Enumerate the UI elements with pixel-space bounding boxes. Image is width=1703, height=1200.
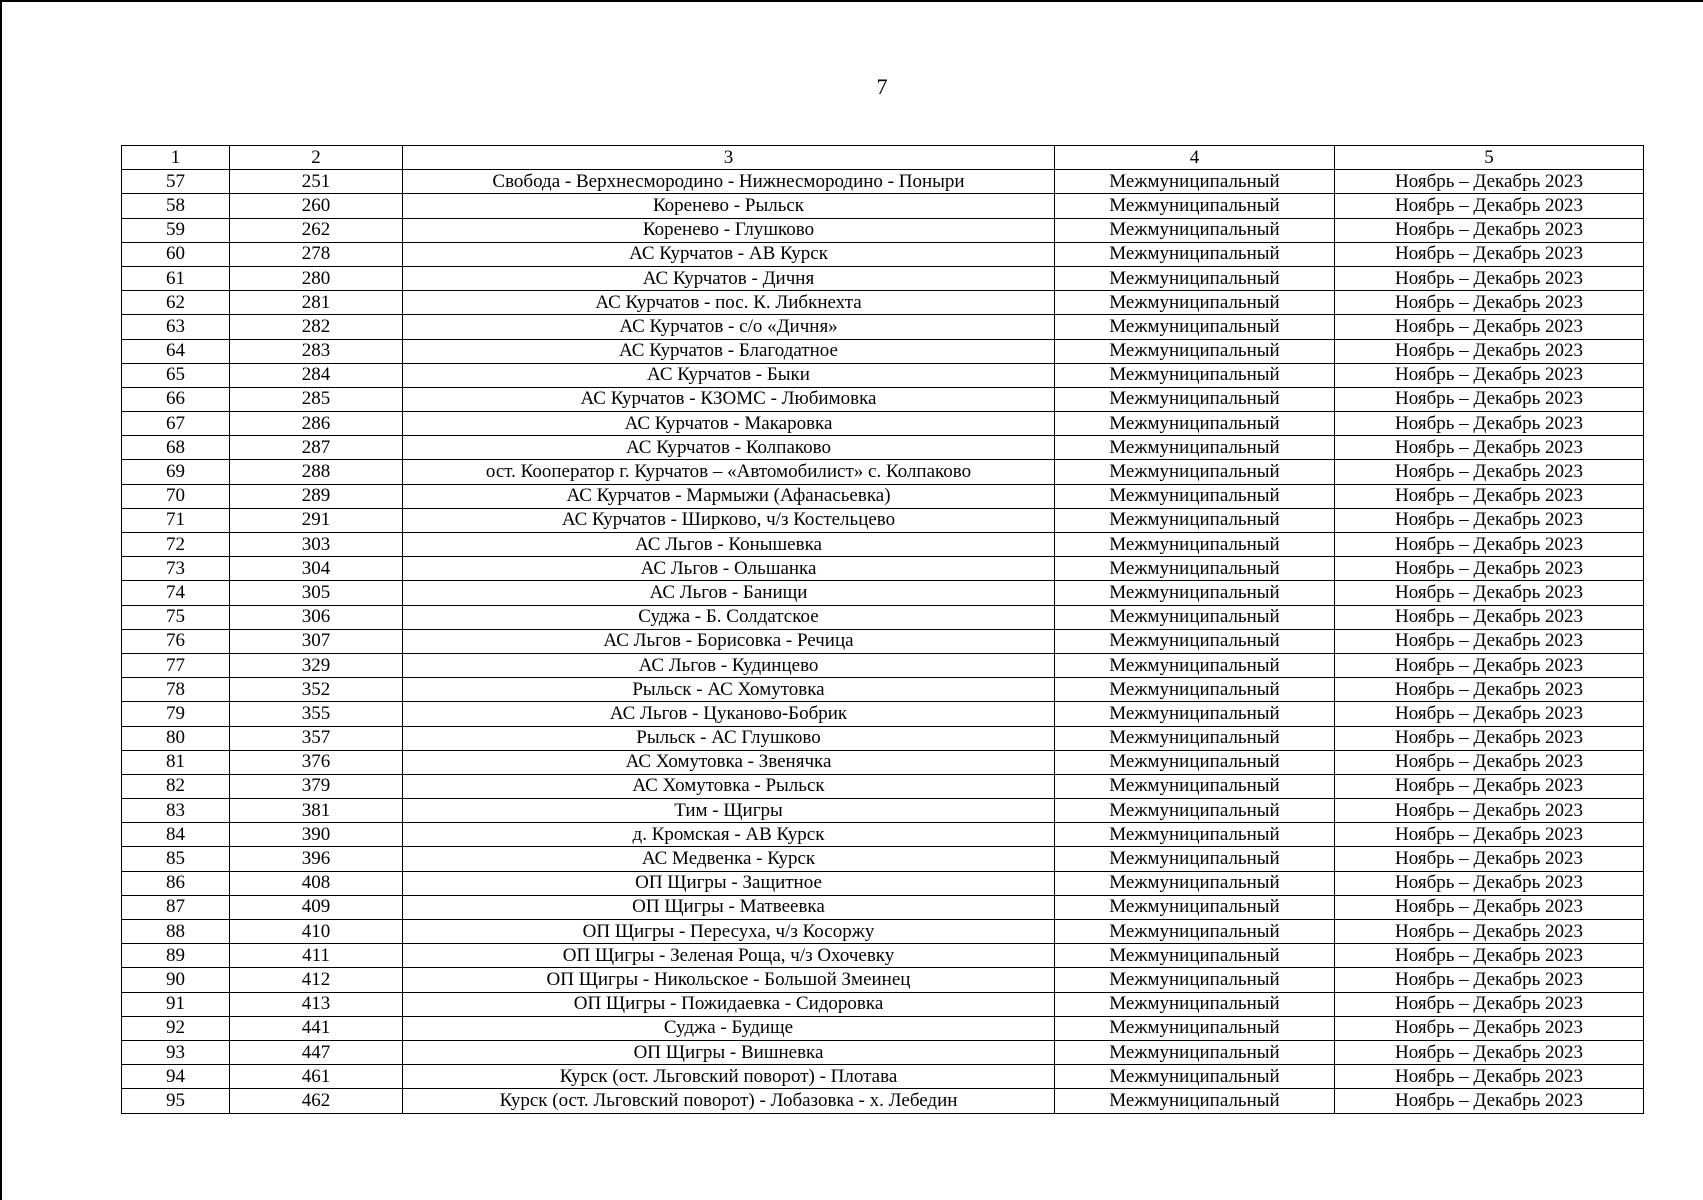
route-type-cell: Межмуниципальный xyxy=(1055,750,1335,774)
schedule-period-cell: Ноябрь – Декабрь 2023 xyxy=(1335,750,1644,774)
route-type-cell: Межмуниципальный xyxy=(1055,291,1335,315)
route-name-cell: д. Кромская - АВ Курск xyxy=(403,823,1055,847)
route-number-cell: 462 xyxy=(230,1089,403,1113)
route-number-cell: 376 xyxy=(230,750,403,774)
table-row xyxy=(122,992,1644,1016)
route-number-cell: 289 xyxy=(230,484,403,508)
route-name-cell: Курск (ост. Льговский поворот) - Плотава xyxy=(403,1065,1055,1089)
table-row xyxy=(122,920,1644,944)
row-number-cell: 64 xyxy=(122,339,230,363)
route-number-cell: 412 xyxy=(230,968,403,992)
row-number-cell: 91 xyxy=(122,992,230,1016)
table-row xyxy=(122,726,1644,750)
schedule-period-cell: Ноябрь – Декабрь 2023 xyxy=(1335,1065,1644,1089)
row-number-cell: 75 xyxy=(122,605,230,629)
schedule-period-cell: Ноябрь – Декабрь 2023 xyxy=(1335,847,1644,871)
route-name-cell: АС Курчатов - Колпаково xyxy=(403,436,1055,460)
route-number-cell: 357 xyxy=(230,726,403,750)
table-row xyxy=(122,315,1644,339)
schedule-period-cell: Ноябрь – Декабрь 2023 xyxy=(1335,774,1644,798)
schedule-period-cell: Ноябрь – Декабрь 2023 xyxy=(1335,605,1644,629)
row-number-cell: 92 xyxy=(122,1016,230,1040)
table-row xyxy=(122,968,1644,992)
route-type-cell: Межмуниципальный xyxy=(1055,653,1335,677)
row-number-cell: 60 xyxy=(122,242,230,266)
table-row xyxy=(122,266,1644,290)
route-type-cell: Межмуниципальный xyxy=(1055,460,1335,484)
route-number-cell: 284 xyxy=(230,363,403,387)
route-name-cell: АС Льгов - Борисовка - Речица xyxy=(403,629,1055,653)
route-type-cell: Межмуниципальный xyxy=(1055,1089,1335,1113)
route-name-cell: АС Льгов - Кудинцево xyxy=(403,653,1055,677)
route-type-cell: Межмуниципальный xyxy=(1055,533,1335,557)
table-row xyxy=(122,581,1644,605)
route-type-cell: Межмуниципальный xyxy=(1055,629,1335,653)
route-number-cell: 283 xyxy=(230,339,403,363)
route-name-cell: АС Льгов - Цуканово-Бобрик xyxy=(403,702,1055,726)
table-row xyxy=(122,291,1644,315)
page-number: 7 xyxy=(876,74,888,99)
column-header-5: 5 xyxy=(1335,146,1644,170)
schedule-period-cell: Ноябрь – Декабрь 2023 xyxy=(1335,1089,1644,1113)
route-type-cell: Межмуниципальный xyxy=(1055,605,1335,629)
schedule-period-cell: Ноябрь – Декабрь 2023 xyxy=(1335,363,1644,387)
route-name-cell: ОП Щигры - Никольское - Большой Змеинец xyxy=(403,968,1055,992)
route-name-cell: АС Курчатов - Благодатное xyxy=(403,339,1055,363)
route-name-cell: Суджа - Б. Солдатское xyxy=(403,605,1055,629)
table-row xyxy=(122,750,1644,774)
route-number-cell: 304 xyxy=(230,557,403,581)
row-number-cell: 76 xyxy=(122,629,230,653)
route-name-cell: Свобода - Верхнесмородино - Нижнесмородино - Поныри xyxy=(403,170,1055,194)
route-number-cell: 355 xyxy=(230,702,403,726)
route-name-cell: ОП Щигры - Пожидаевка - Сидоровка xyxy=(403,992,1055,1016)
route-name-cell: Курск (ост. Льговский поворот) - Лобазовка - х. Лебедин xyxy=(403,1089,1055,1113)
schedule-period-cell: Ноябрь – Декабрь 2023 xyxy=(1335,484,1644,508)
schedule-period-cell: Ноябрь – Декабрь 2023 xyxy=(1335,968,1644,992)
table-row xyxy=(122,629,1644,653)
route-type-cell: Межмуниципальный xyxy=(1055,242,1335,266)
row-number-cell: 88 xyxy=(122,920,230,944)
row-number-cell: 68 xyxy=(122,436,230,460)
route-number-cell: 396 xyxy=(230,847,403,871)
route-number-cell: 379 xyxy=(230,774,403,798)
column-header-4: 4 xyxy=(1055,146,1335,170)
row-number-cell: 61 xyxy=(122,266,230,290)
schedule-period-cell: Ноябрь – Декабрь 2023 xyxy=(1335,871,1644,895)
schedule-period-cell: Ноябрь – Декабрь 2023 xyxy=(1335,726,1644,750)
row-number-cell: 72 xyxy=(122,533,230,557)
schedule-period-cell: Ноябрь – Декабрь 2023 xyxy=(1335,895,1644,919)
schedule-period-cell: Ноябрь – Декабрь 2023 xyxy=(1335,387,1644,411)
table-row xyxy=(122,678,1644,702)
table-row xyxy=(122,847,1644,871)
table-row xyxy=(122,242,1644,266)
schedule-period-cell: Ноябрь – Декабрь 2023 xyxy=(1335,291,1644,315)
route-name-cell: АС Льгов - Банищи xyxy=(403,581,1055,605)
route-number-cell: 410 xyxy=(230,920,403,944)
row-number-cell: 66 xyxy=(122,387,230,411)
row-number-cell: 86 xyxy=(122,871,230,895)
table-row xyxy=(122,1089,1644,1113)
table-row xyxy=(122,170,1644,194)
schedule-period-cell: Ноябрь – Декабрь 2023 xyxy=(1335,1040,1644,1064)
table-row xyxy=(122,774,1644,798)
schedule-period-cell: Ноябрь – Декабрь 2023 xyxy=(1335,1016,1644,1040)
route-name-cell: Суджа - Будище xyxy=(403,1016,1055,1040)
route-number-cell: 280 xyxy=(230,266,403,290)
route-number-cell: 447 xyxy=(230,1040,403,1064)
route-type-cell: Межмуниципальный xyxy=(1055,170,1335,194)
schedule-period-cell: Ноябрь – Декабрь 2023 xyxy=(1335,678,1644,702)
routes-table xyxy=(121,145,1644,1114)
table-row xyxy=(122,895,1644,919)
row-number-cell: 87 xyxy=(122,895,230,919)
table-row xyxy=(122,1065,1644,1089)
route-type-cell: Межмуниципальный xyxy=(1055,508,1335,532)
table-row xyxy=(122,871,1644,895)
column-header-3: 3 xyxy=(403,146,1055,170)
row-number-cell: 57 xyxy=(122,170,230,194)
row-number-cell: 69 xyxy=(122,460,230,484)
route-type-cell: Межмуниципальный xyxy=(1055,871,1335,895)
route-type-cell: Межмуниципальный xyxy=(1055,920,1335,944)
table-row xyxy=(122,412,1644,436)
schedule-period-cell: Ноябрь – Декабрь 2023 xyxy=(1335,315,1644,339)
route-name-cell: АС Хомутовка - Рыльск xyxy=(403,774,1055,798)
row-number-cell: 59 xyxy=(122,218,230,242)
table-row xyxy=(122,508,1644,532)
row-number-cell: 90 xyxy=(122,968,230,992)
route-name-cell: Коренево - Рыльск xyxy=(403,194,1055,218)
route-type-cell: Межмуниципальный xyxy=(1055,1040,1335,1064)
route-name-cell: АС Курчатов - Макаровка xyxy=(403,412,1055,436)
route-type-cell: Межмуниципальный xyxy=(1055,387,1335,411)
route-name-cell: Рыльск - АС Глушково xyxy=(403,726,1055,750)
route-name-cell: АС Льгов - Конышевка xyxy=(403,533,1055,557)
schedule-period-cell: Ноябрь – Декабрь 2023 xyxy=(1335,460,1644,484)
route-type-cell: Межмуниципальный xyxy=(1055,218,1335,242)
route-number-cell: 251 xyxy=(230,170,403,194)
row-number-cell: 67 xyxy=(122,412,230,436)
row-number-cell: 73 xyxy=(122,557,230,581)
table-row xyxy=(122,218,1644,242)
column-header-2: 2 xyxy=(230,146,403,170)
schedule-period-cell: Ноябрь – Декабрь 2023 xyxy=(1335,920,1644,944)
route-type-cell: Межмуниципальный xyxy=(1055,436,1335,460)
table-row xyxy=(122,823,1644,847)
row-number-cell: 80 xyxy=(122,726,230,750)
route-number-cell: 352 xyxy=(230,678,403,702)
route-type-cell: Межмуниципальный xyxy=(1055,895,1335,919)
row-number-cell: 95 xyxy=(122,1089,230,1113)
table-row xyxy=(122,533,1644,557)
table-row xyxy=(122,1040,1644,1064)
table-header-row xyxy=(122,146,1644,170)
route-name-cell: ОП Щигры - Зеленая Роща, ч/з Охочевку xyxy=(403,944,1055,968)
route-number-cell: 281 xyxy=(230,291,403,315)
table-row xyxy=(122,363,1644,387)
route-number-cell: 461 xyxy=(230,1065,403,1089)
route-name-cell: АС Льгов - Ольшанка xyxy=(403,557,1055,581)
route-name-cell: ост. Кооператор г. Курчатов – «Автомобилист» с. Колпаково xyxy=(403,460,1055,484)
route-name-cell: АС Курчатов - КЗОМС - Любимовка xyxy=(403,387,1055,411)
route-type-cell: Межмуниципальный xyxy=(1055,944,1335,968)
route-name-cell: АС Хомутовка - Звенячка xyxy=(403,750,1055,774)
route-name-cell: АС Курчатов - с/о «Дичня» xyxy=(403,315,1055,339)
route-type-cell: Межмуниципальный xyxy=(1055,702,1335,726)
route-number-cell: 409 xyxy=(230,895,403,919)
route-name-cell: АС Курчатов - пос. К. Либкнехта xyxy=(403,291,1055,315)
route-number-cell: 288 xyxy=(230,460,403,484)
route-name-cell: АС Курчатов - Ширково, ч/з Костельцево xyxy=(403,508,1055,532)
route-number-cell: 441 xyxy=(230,1016,403,1040)
schedule-period-cell: Ноябрь – Декабрь 2023 xyxy=(1335,702,1644,726)
schedule-period-cell: Ноябрь – Декабрь 2023 xyxy=(1335,653,1644,677)
route-type-cell: Межмуниципальный xyxy=(1055,315,1335,339)
table-row xyxy=(122,194,1644,218)
schedule-period-cell: Ноябрь – Декабрь 2023 xyxy=(1335,242,1644,266)
route-type-cell: Межмуниципальный xyxy=(1055,968,1335,992)
route-name-cell: АС Курчатов - Дичня xyxy=(403,266,1055,290)
row-number-cell: 79 xyxy=(122,702,230,726)
route-type-cell: Межмуниципальный xyxy=(1055,992,1335,1016)
route-name-cell: ОП Щигры - Защитное xyxy=(403,871,1055,895)
route-number-cell: 307 xyxy=(230,629,403,653)
route-number-cell: 408 xyxy=(230,871,403,895)
schedule-period-cell: Ноябрь – Декабрь 2023 xyxy=(1335,944,1644,968)
table-row xyxy=(122,460,1644,484)
route-type-cell: Межмуниципальный xyxy=(1055,1065,1335,1089)
table-row xyxy=(122,799,1644,823)
route-type-cell: Межмуниципальный xyxy=(1055,726,1335,750)
route-type-cell: Межмуниципальный xyxy=(1055,678,1335,702)
row-number-cell: 70 xyxy=(122,484,230,508)
table-row xyxy=(122,484,1644,508)
schedule-period-cell: Ноябрь – Декабрь 2023 xyxy=(1335,533,1644,557)
route-type-cell: Межмуниципальный xyxy=(1055,799,1335,823)
row-number-cell: 77 xyxy=(122,653,230,677)
schedule-period-cell: Ноябрь – Декабрь 2023 xyxy=(1335,266,1644,290)
schedule-period-cell: Ноябрь – Декабрь 2023 xyxy=(1335,436,1644,460)
route-number-cell: 381 xyxy=(230,799,403,823)
table-row xyxy=(122,436,1644,460)
route-number-cell: 262 xyxy=(230,218,403,242)
schedule-period-cell: Ноябрь – Декабрь 2023 xyxy=(1335,339,1644,363)
route-name-cell: ОП Щигры - Пересуха, ч/з Косоржу xyxy=(403,920,1055,944)
route-number-cell: 287 xyxy=(230,436,403,460)
route-number-cell: 291 xyxy=(230,508,403,532)
route-type-cell: Межмуниципальный xyxy=(1055,363,1335,387)
table-row xyxy=(122,339,1644,363)
schedule-period-cell: Ноябрь – Декабрь 2023 xyxy=(1335,823,1644,847)
route-type-cell: Межмуниципальный xyxy=(1055,847,1335,871)
schedule-period-cell: Ноябрь – Декабрь 2023 xyxy=(1335,992,1644,1016)
table-body xyxy=(122,170,1644,1113)
route-name-cell: ОП Щигры - Вишневка xyxy=(403,1040,1055,1064)
row-number-cell: 62 xyxy=(122,291,230,315)
column-header-1: 1 xyxy=(122,146,230,170)
table-row xyxy=(122,944,1644,968)
route-name-cell: АС Медвенка - Курск xyxy=(403,847,1055,871)
route-type-cell: Межмуниципальный xyxy=(1055,823,1335,847)
route-number-cell: 411 xyxy=(230,944,403,968)
route-number-cell: 413 xyxy=(230,992,403,1016)
table-row xyxy=(122,557,1644,581)
row-number-cell: 78 xyxy=(122,678,230,702)
row-number-cell: 85 xyxy=(122,847,230,871)
route-name-cell: АС Курчатов - Мармыжи (Афанасьевка) xyxy=(403,484,1055,508)
route-number-cell: 285 xyxy=(230,387,403,411)
table-row xyxy=(122,1016,1644,1040)
route-number-cell: 260 xyxy=(230,194,403,218)
schedule-period-cell: Ноябрь – Декабрь 2023 xyxy=(1335,581,1644,605)
row-number-cell: 93 xyxy=(122,1040,230,1064)
route-number-cell: 278 xyxy=(230,242,403,266)
row-number-cell: 83 xyxy=(122,799,230,823)
route-type-cell: Межмуниципальный xyxy=(1055,581,1335,605)
schedule-period-cell: Ноябрь – Декабрь 2023 xyxy=(1335,508,1644,532)
row-number-cell: 89 xyxy=(122,944,230,968)
route-number-cell: 306 xyxy=(230,605,403,629)
route-name-cell: Тим - Щигры xyxy=(403,799,1055,823)
row-number-cell: 63 xyxy=(122,315,230,339)
route-type-cell: Межмуниципальный xyxy=(1055,412,1335,436)
route-type-cell: Межмуниципальный xyxy=(1055,339,1335,363)
row-number-cell: 81 xyxy=(122,750,230,774)
route-type-cell: Межмуниципальный xyxy=(1055,484,1335,508)
route-type-cell: Межмуниципальный xyxy=(1055,194,1335,218)
schedule-period-cell: Ноябрь – Декабрь 2023 xyxy=(1335,218,1644,242)
route-number-cell: 305 xyxy=(230,581,403,605)
schedule-period-cell: Ноябрь – Декабрь 2023 xyxy=(1335,412,1644,436)
route-type-cell: Межмуниципальный xyxy=(1055,1016,1335,1040)
schedule-period-cell: Ноябрь – Декабрь 2023 xyxy=(1335,170,1644,194)
route-type-cell: Межмуниципальный xyxy=(1055,774,1335,798)
schedule-period-cell: Ноябрь – Декабрь 2023 xyxy=(1335,557,1644,581)
table-row xyxy=(122,653,1644,677)
route-type-cell: Межмуниципальный xyxy=(1055,557,1335,581)
schedule-period-cell: Ноябрь – Декабрь 2023 xyxy=(1335,799,1644,823)
route-type-cell: Межмуниципальный xyxy=(1055,266,1335,290)
row-number-cell: 58 xyxy=(122,194,230,218)
table-row xyxy=(122,605,1644,629)
schedule-period-cell: Ноябрь – Декабрь 2023 xyxy=(1335,194,1644,218)
row-number-cell: 65 xyxy=(122,363,230,387)
route-number-cell: 390 xyxy=(230,823,403,847)
row-number-cell: 94 xyxy=(122,1065,230,1089)
route-name-cell: ОП Щигры - Матвеевка xyxy=(403,895,1055,919)
route-number-cell: 282 xyxy=(230,315,403,339)
row-number-cell: 74 xyxy=(122,581,230,605)
row-number-cell: 84 xyxy=(122,823,230,847)
route-name-cell: АС Курчатов - Быки xyxy=(403,363,1055,387)
route-name-cell: АС Курчатов - АВ Курск xyxy=(403,242,1055,266)
route-name-cell: Рыльск - АС Хомутовка xyxy=(403,678,1055,702)
row-number-cell: 82 xyxy=(122,774,230,798)
route-name-cell: Коренево - Глушково xyxy=(403,218,1055,242)
table-row xyxy=(122,387,1644,411)
route-number-cell: 286 xyxy=(230,412,403,436)
table-row xyxy=(122,702,1644,726)
route-number-cell: 329 xyxy=(230,653,403,677)
route-number-cell: 303 xyxy=(230,533,403,557)
schedule-period-cell: Ноябрь – Декабрь 2023 xyxy=(1335,629,1644,653)
row-number-cell: 71 xyxy=(122,508,230,532)
